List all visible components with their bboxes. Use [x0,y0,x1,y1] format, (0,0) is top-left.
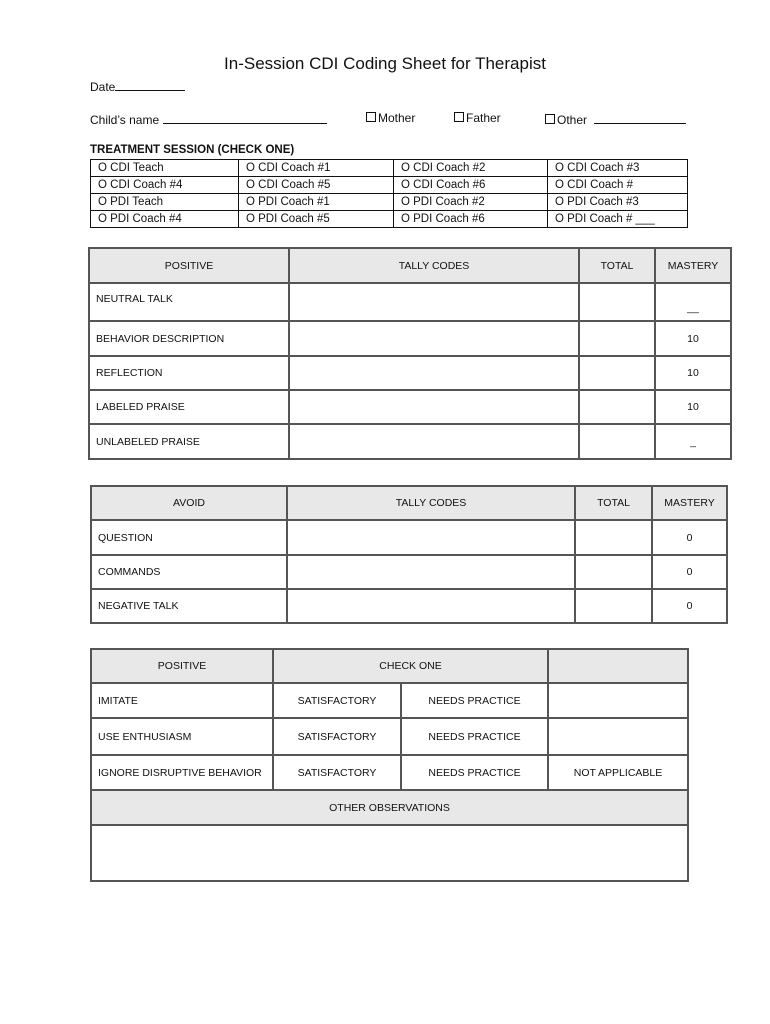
treatment-heading: TREATMENT SESSION (CHECK ONE) [90,144,295,156]
tally-cell[interactable] [289,321,579,356]
table-row [91,683,688,718]
child-name-field[interactable] [163,111,327,124]
page-title: In-Session CDI Coding Sheet for Therapist [224,54,546,73]
table-header-row [89,248,731,283]
satisfactory-option[interactable]: SATISFACTORY [273,683,401,718]
total-header: TOTAL [579,248,655,283]
mastery-value: 0 [652,555,727,589]
treatment-option[interactable]: O CDI Coach # [548,177,688,194]
treatment-option[interactable]: O CDI Coach #3 [548,160,688,177]
treatment-option[interactable]: O PDI Coach #4 [91,211,239,228]
mastery-value: 0 [652,520,727,555]
mastery-header: MASTERY [652,486,727,520]
tally-cell[interactable] [289,390,579,424]
mastery-header: MASTERY [655,248,731,283]
row-label: QUESTION [91,520,287,555]
other-field[interactable] [594,111,686,124]
table-header-row [91,649,688,683]
not-applicable-option[interactable]: NOT APPLICABLE [548,755,688,790]
treatment-option[interactable]: O PDI Coach #1 [239,194,394,211]
treatment-row [91,160,688,177]
treatment-option[interactable]: O CDI Coach #5 [239,177,394,194]
observations-row [91,825,688,881]
treatment-option[interactable]: O PDI Teach [91,194,239,211]
table-row [89,321,731,356]
row-label: REFLECTION [89,356,289,390]
row-label: LABELED PRAISE [89,390,289,424]
row-label: COMMANDS [91,555,287,589]
table-row [89,356,731,390]
total-cell[interactable] [579,390,655,424]
tally-cell[interactable] [287,589,575,623]
table-row [89,424,731,459]
row-label: UNLABELED PRAISE [89,424,289,459]
tally-cell[interactable] [289,283,579,321]
mastery-value: 0 [652,589,727,623]
needs-practice-option[interactable]: NEEDS PRACTICE [401,755,548,790]
check-one-table [90,648,689,882]
mastery-value: 10 [655,390,731,424]
row-label: BEHAVIOR DESCRIPTION [89,321,289,356]
needs-practice-option[interactable]: NEEDS PRACTICE [401,683,548,718]
needs-practice-option[interactable]: NEEDS PRACTICE [401,718,548,755]
date-label: Date [90,80,116,94]
total-cell[interactable] [575,589,652,623]
treatment-option[interactable]: O CDI Coach #1 [239,160,394,177]
mastery-value: __ [655,283,731,321]
father-checkbox[interactable] [454,112,464,122]
table-row [89,283,731,321]
satisfactory-option[interactable]: SATISFACTORY [273,718,401,755]
total-cell[interactable] [579,424,655,459]
blank-header [548,649,688,683]
treatment-row [91,211,688,228]
treatment-option[interactable]: O CDI Coach #2 [394,160,548,177]
date-field[interactable] [115,78,185,91]
treatment-row [91,194,688,211]
table-row [89,390,731,424]
treatment-option[interactable]: O CDI Coach #4 [91,177,239,194]
mother-label: Mother [378,111,416,125]
mastery-value: 10 [655,321,731,356]
avoid-tally-table [90,485,728,624]
other-checkbox[interactable] [545,114,555,124]
child-name-label: Child’s name [90,113,160,127]
table-row [91,755,688,790]
treatment-option[interactable]: O PDI Coach #3 [548,194,688,211]
row-label: NEGATIVE TALK [91,589,287,623]
child-name-row [90,111,327,127]
total-cell[interactable] [579,356,655,390]
check-one-header: CHECK ONE [273,649,548,683]
tally-codes-header: TALLY CODES [287,486,575,520]
mastery-value: _ [655,424,731,459]
table-header-row [91,486,727,520]
extra-option[interactable] [548,718,688,755]
treatment-option[interactable]: O CDI Coach #6 [394,177,548,194]
tally-cell[interactable] [287,555,575,589]
total-cell[interactable] [579,321,655,356]
father-label: Father [466,111,501,125]
extra-option[interactable] [548,683,688,718]
total-cell[interactable] [579,283,655,321]
satisfactory-option[interactable]: SATISFACTORY [273,755,401,790]
row-label: USE ENTHUSIASM [91,718,273,755]
total-cell[interactable] [575,520,652,555]
positive-header: POSITIVE [89,248,289,283]
other-observations-header: OTHER OBSERVATIONS [91,790,688,825]
mastery-value: 10 [655,356,731,390]
treatment-row [91,177,688,194]
observations-field[interactable] [91,825,688,881]
total-cell[interactable] [575,555,652,589]
treatment-option[interactable]: O PDI Coach # ___ [548,211,688,228]
observations-header-row [91,790,688,825]
tally-cell[interactable] [289,424,579,459]
father-option[interactable] [454,111,501,125]
table-row [91,520,727,555]
positive-tally-table [88,247,732,460]
positive-header: POSITIVE [91,649,273,683]
date-row [90,78,185,94]
total-header: TOTAL [575,486,652,520]
row-label: IGNORE DISRUPTIVE BEHAVIOR [91,755,273,790]
treatment-option[interactable]: O PDI Coach #5 [239,211,394,228]
tally-cell[interactable] [289,356,579,390]
row-label: NEUTRAL TALK [89,283,289,321]
avoid-header: AVOID [91,486,287,520]
tally-codes-header: TALLY CODES [289,248,579,283]
treatment-option[interactable]: O CDI Teach [91,160,239,177]
mother-checkbox[interactable] [366,112,376,122]
mother-option[interactable] [366,111,415,125]
table-row [91,555,727,589]
treatment-option[interactable]: O PDI Coach #6 [394,211,548,228]
treatment-option[interactable]: O PDI Coach #2 [394,194,548,211]
table-row [91,589,727,623]
table-row [91,718,688,755]
other-label: Other [557,113,588,127]
treatment-session-table [90,159,688,228]
other-option[interactable] [545,111,686,127]
tally-cell[interactable] [287,520,575,555]
row-label: IMITATE [91,683,273,718]
